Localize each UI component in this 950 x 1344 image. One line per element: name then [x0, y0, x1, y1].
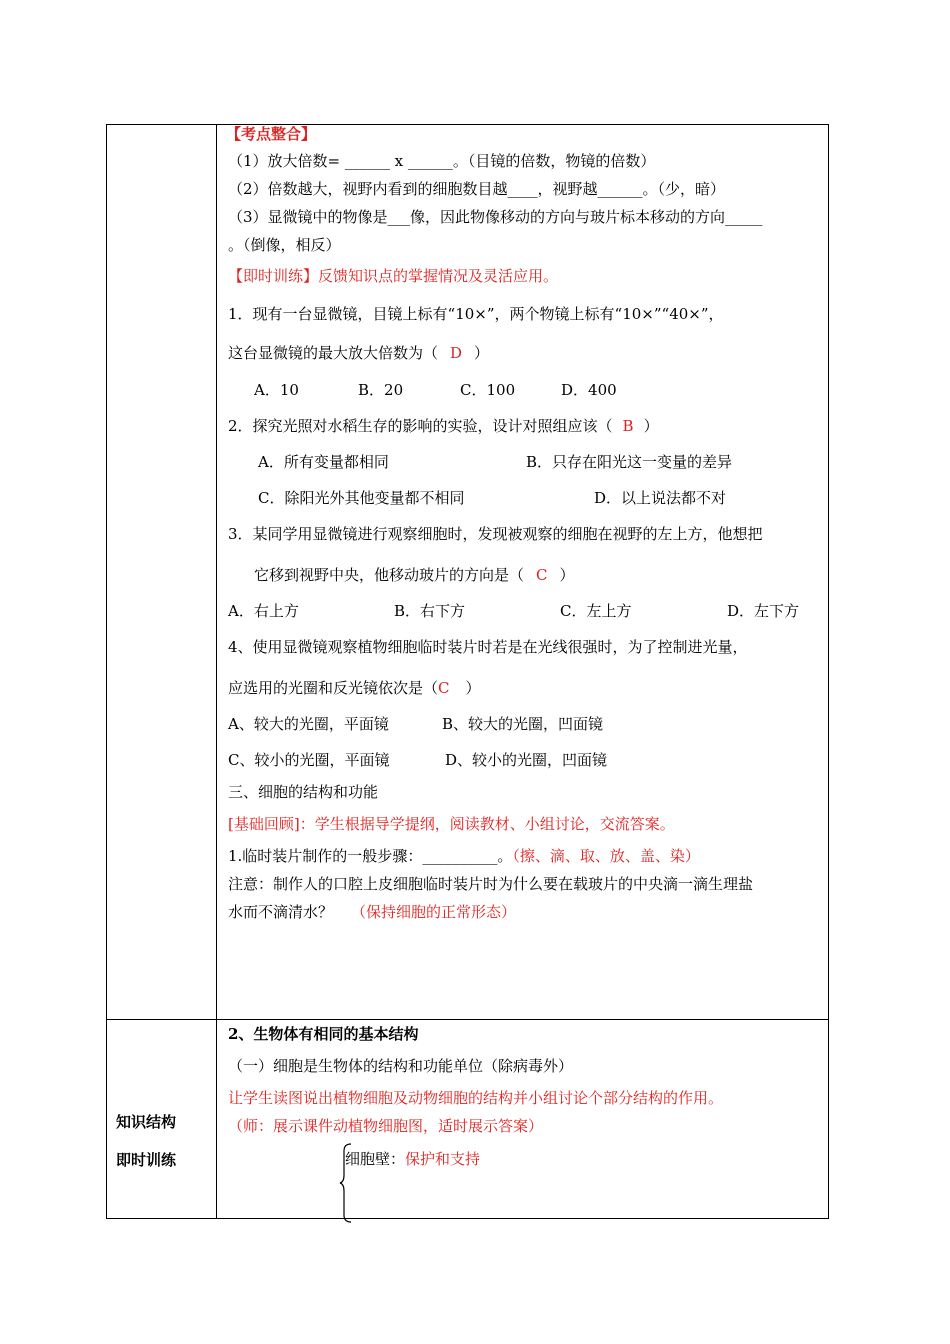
q3-option-d: D．左下方 [727, 602, 800, 620]
jishi-title: 【即时训练】反馈知识点的掌握情况及灵活应用。 [228, 267, 559, 285]
lesson-table [106, 124, 829, 1219]
q3-stem-line-2 [254, 565, 575, 585]
section3-note-line-2 [228, 902, 516, 922]
q3-stem-line-1: 3．某同学用显微镜进行观察细胞时，发现被观察的细胞在视野的左上方，他想把 [228, 525, 763, 543]
q3-option-b: B．右下方 [394, 602, 466, 620]
cell-wall-label: 细胞壁： [345, 1150, 406, 1168]
kaodian-line-1: （1）放大倍数= ______ x ______。（目镜的倍数，物镜的倍数） [228, 152, 656, 170]
kaodian-line-2: （2）倍数越大，视野内看到的细胞数目越____，视野越______。（少，暗） [228, 180, 726, 198]
q4-answer: C [438, 679, 450, 697]
section3-note-line-1: 注意：制作人的口腔上皮细胞临时装片时为什么要在载玻片的中央滴一滴生理盐 [228, 875, 754, 893]
steps-answer: （擦、滴、取、放、盖、染） [512, 847, 700, 865]
q1-answer: D [450, 344, 463, 362]
q1-option-a: A．10 [254, 381, 299, 399]
q1-stem-line-2 [228, 343, 489, 363]
q2-option-c: C．除阳光外其他变量都不相同 [258, 489, 465, 507]
q2-option-d: D．以上说法都不对 [594, 489, 727, 507]
q1-option-c: C．100 [460, 381, 516, 399]
section3-steps [228, 846, 700, 866]
cell-wall-answer: 保护和支持 [405, 1150, 481, 1168]
q2-answer: B [622, 417, 634, 435]
bottom-heading: 2、生物体有相同的基本结构 [228, 1025, 419, 1043]
q3-option-a: A．右上方 [228, 602, 299, 620]
row-divider [107, 1019, 828, 1020]
kaodian-line-3: （3）显微镜中的物像是___像，因此物像移动的方向与玻片标本移动的方向_____ [228, 208, 763, 226]
q1-option-d: D．400 [561, 381, 617, 399]
q4-option-c: C、较小的光圈，平面镜 [228, 751, 390, 769]
q3-answer: C [536, 566, 548, 584]
left-label-training: 即时训练 [116, 1151, 177, 1169]
q1-stem-text: 这台显微镜的最大放大倍数为（ [228, 344, 439, 362]
bottom-instruction: 让学生读图说出植物细胞及动物细胞的结构并小组讨论个部分结构的作用。 [228, 1089, 724, 1107]
note-answer: （保持细胞的正常形态） [351, 903, 517, 921]
section3-heading: 三、细胞的结构和功能 [228, 783, 379, 801]
cell-wall-line [345, 1149, 480, 1169]
q4-stem-line-2 [228, 678, 481, 698]
q3-stem-text: 它移到视野中央，他移动玻片的方向是（ [254, 566, 525, 584]
q4-option-a: A、较大的光圈，平面镜 [228, 715, 389, 733]
q3-option-c: C．左上方 [560, 602, 632, 620]
kaodian-title: 【考点整合】 [226, 125, 317, 143]
bottom-teacher-note: （师：展示课件动植物细胞图，适时展示答案） [228, 1117, 544, 1135]
q2-close: ） [643, 417, 659, 435]
steps-label: 1.临时装片制作的一般步骤：__________。 [228, 847, 513, 865]
q2-stem-text: 2．探究光照对水稻生存的影响的实验，设计对照组应该（ [228, 417, 613, 435]
section3-review: [基础回顾]：学生根据导学提纲，阅读教材、小组讨论，交流答案。 [228, 815, 675, 833]
q2-option-a: A．所有变量都相同 [258, 453, 389, 471]
q1-option-b: B．20 [358, 381, 404, 399]
kaodian-line-4: 。（倒像，相反） [228, 236, 341, 254]
q4-stem-line-1: 4、使用显微镜观察植物细胞临时装片时若是在光线很强时，为了控制进光量， [228, 638, 748, 656]
q1-stem-line-1: 1．现有一台显微镜，目镜上标有“10×”，两个物镜上标有“10×”“40×”， [228, 305, 724, 323]
q3-close: ） [559, 566, 575, 584]
q2-stem [228, 416, 659, 436]
column-divider [216, 125, 217, 1218]
q1-close: ） [474, 344, 490, 362]
left-label-knowledge: 知识结构 [116, 1113, 177, 1131]
note-question: 水而不滴清水？ [228, 903, 334, 921]
q4-stem-text: 应选用的光圈和反光镜依次是（ [228, 679, 439, 697]
q4-close: ） [465, 679, 481, 697]
bottom-subheading: （一）细胞是生物体的结构和功能单位（除病毒外） [228, 1057, 574, 1075]
q2-option-b: B．只存在阳光这一变量的差异 [526, 453, 733, 471]
q4-option-d: D、较小的光圈，凹面镜 [445, 751, 608, 769]
q4-option-b: B、较大的光圈，凹面镜 [442, 715, 604, 733]
